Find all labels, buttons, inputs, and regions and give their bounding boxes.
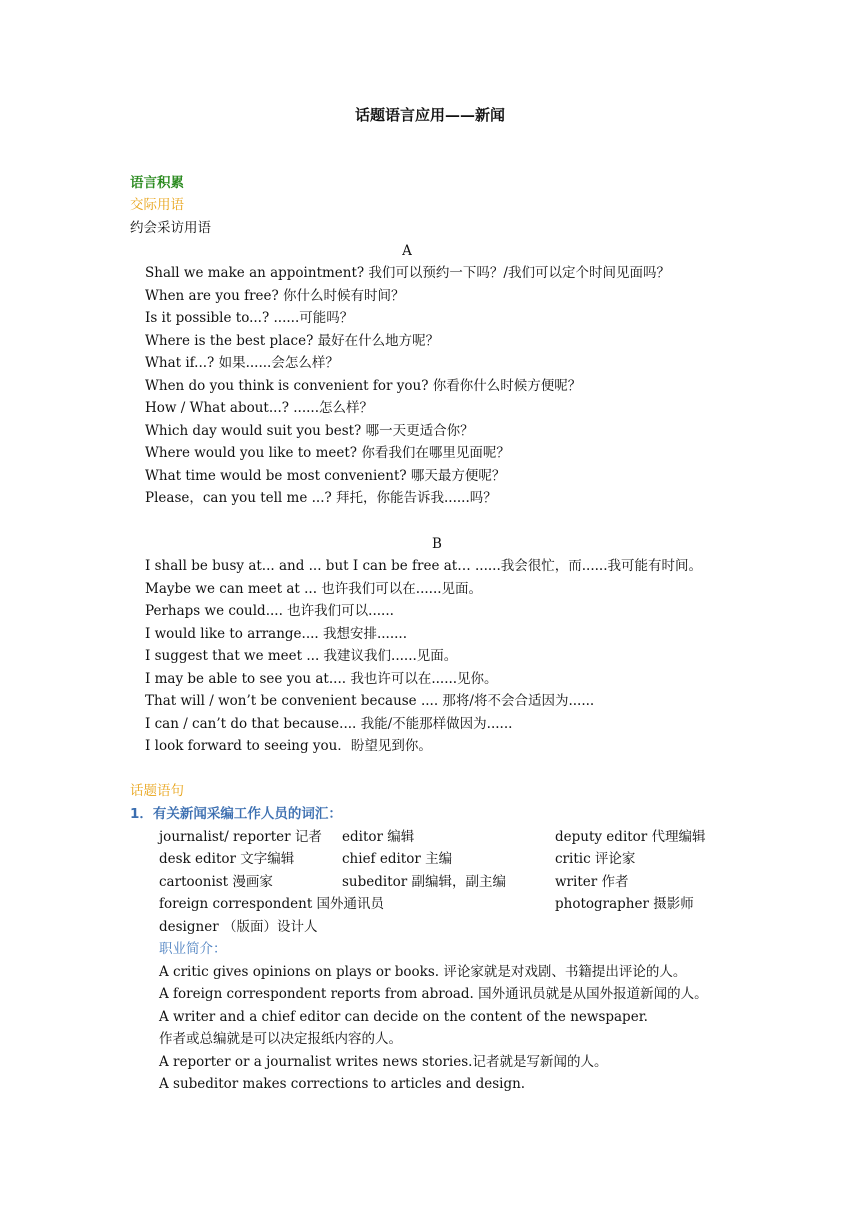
list-item: I may be able to see you at.... 我也许可以在......见你。 xyxy=(145,671,498,687)
vocab-cell: critic 评论家 xyxy=(555,851,636,867)
group-a-label: A xyxy=(402,243,412,259)
section-heading-appointment: 约会采访用语 xyxy=(130,220,211,236)
section-heading-language: 语言积累 xyxy=(130,175,184,191)
list-item: Shall we make an appointment? 我们可以预约一下吗？/我们可以定个时间见面吗？ xyxy=(145,265,670,281)
vocab-cell: subeditor 副编辑，副主编 xyxy=(342,874,507,890)
vocab-cell: desk editor 文字编辑 xyxy=(159,851,295,867)
section-heading-communication: 交际用语 xyxy=(130,197,184,213)
vocab-cell: editor 编辑 xyxy=(342,829,415,845)
list-item: When are you free? 你什么时候有时间？ xyxy=(145,288,405,304)
list-item: I shall be busy at... and ... but I can be free at… ......我会很忙，而......我可能有时间。 xyxy=(145,558,702,574)
list-item: Please，can you tell me ...? 拜托，你能告诉我......吗？ xyxy=(145,490,497,506)
list-item: I suggest that we meet ... 我建议我们......见面。 xyxy=(145,648,458,664)
list-item: Is it possible to...? ......可能吗？ xyxy=(145,310,354,326)
list-item: I would like to arrange.... 我想安排....... xyxy=(145,626,408,642)
vocab-cell: writer 作者 xyxy=(555,874,629,890)
list-item: Perhaps we could.... 也许我们可以...... xyxy=(145,603,394,619)
vocab-cell: foreign correspondent 国外通讯员 xyxy=(159,896,385,912)
group-b-label: B xyxy=(432,536,442,552)
vocab-cell: cartoonist 漫画家 xyxy=(159,874,273,890)
list-item: Where is the best place? 最好在什么地方呢？ xyxy=(145,333,440,349)
section-heading-topic: 话题语句 xyxy=(130,783,184,799)
list-item: A foreign correspondent reports from abroad. 国外通讯员就是从国外报道新闻的人。 xyxy=(159,986,708,1002)
vocab-cell: journalist/ reporter 记者 xyxy=(159,829,322,845)
list-item: How / What about...? ......怎么样？ xyxy=(145,400,374,416)
list-item: A reporter or a journalist writes news stories.记者就是写新闻的人。 xyxy=(159,1054,608,1070)
list-item: What if...? 如果......会怎么样？ xyxy=(145,355,339,371)
list-item: A critic gives opinions on plays or books. 评论家就是对戏剧、书籍提出评论的人。 xyxy=(159,964,687,980)
list-item: Maybe we can meet at ... 也许我们可以在......见面。 xyxy=(145,581,483,597)
list-item: I can / can’t do that because.... 我能/不能那样做因为...... xyxy=(145,716,513,732)
list-item: A writer and a chief editor can decide on the content of the newspaper. xyxy=(159,1009,648,1025)
list-item: What time would be most convenient? 哪天最方便呢？ xyxy=(145,468,506,484)
list-item: That will / won’t be convenient because .... 那将/将不会合适因为...... xyxy=(145,693,595,709)
list-item: When do you think is convenient for you? 你看你什么时候方便呢？ xyxy=(145,378,582,394)
vocab-heading: 1．有关新闻采编工作人员的词汇： xyxy=(130,806,342,822)
list-item: Where would you like to meet? 你看我们在哪里见面呢？ xyxy=(145,445,510,461)
list-item: 作者或总编就是可以决定报纸内容的人。 xyxy=(159,1031,402,1047)
list-item: Which day would suit you best? 哪一天更适合你？ xyxy=(145,423,474,439)
list-item: I look forward to seeing you．盼望见到你。 xyxy=(145,738,432,754)
vocab-cell: chief editor 主编 xyxy=(342,851,453,867)
vocab-cell: designer （版面）设计人 xyxy=(159,919,318,935)
page-title: 话题语言应用——新闻 xyxy=(354,106,505,124)
vocab-cell: photographer 摄影师 xyxy=(555,896,694,912)
list-item: A subeditor makes corrections to articles and design. xyxy=(159,1076,526,1092)
career-heading: 职业简介： xyxy=(159,941,227,957)
vocab-cell: deputy editor 代理编辑 xyxy=(555,829,706,845)
